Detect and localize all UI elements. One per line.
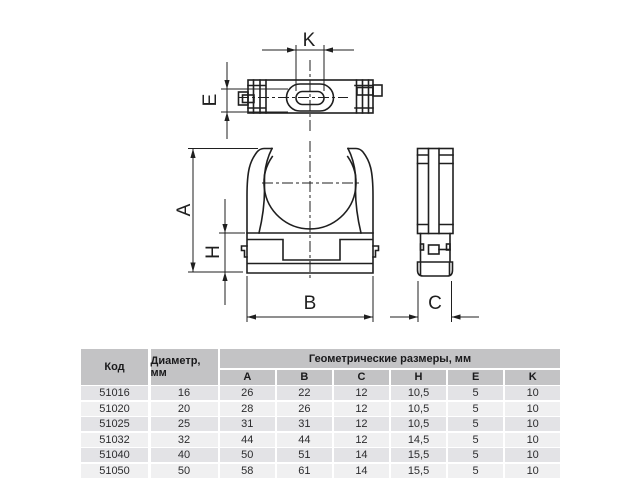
col-header-c: C xyxy=(334,370,389,385)
dimension-C xyxy=(390,281,479,322)
dimension-K xyxy=(262,30,354,91)
cell-c: 12 xyxy=(334,386,389,400)
cell-a: 31 xyxy=(220,417,275,431)
cell-c: 12 xyxy=(334,417,389,431)
dim-label-c: C xyxy=(428,293,442,314)
cell-diameter: 20 xyxy=(151,402,218,416)
dimension-H xyxy=(203,199,245,305)
cell-b: 51 xyxy=(277,448,332,462)
right-latch xyxy=(373,85,382,96)
dimension-B xyxy=(247,276,373,322)
cell-b: 61 xyxy=(277,464,332,478)
col-header-e: E xyxy=(448,370,503,385)
cell-k: 10 xyxy=(505,386,560,400)
col-header-a: A xyxy=(220,370,275,385)
cell-c: 12 xyxy=(334,433,389,447)
cell-code: 51050 xyxy=(81,464,148,478)
left-tab xyxy=(242,246,248,257)
cell-e: 5 xyxy=(448,464,503,478)
cell-code: 51032 xyxy=(81,433,148,447)
dim-label-a: A xyxy=(174,203,195,217)
cell-a: 28 xyxy=(220,402,275,416)
dim-label-b: B xyxy=(303,293,317,314)
col-header-code: Код xyxy=(81,349,148,385)
cell-diameter: 40 xyxy=(151,448,218,462)
cell-c: 12 xyxy=(334,402,389,416)
cell-e: 5 xyxy=(448,417,503,431)
cell-diameter: 25 xyxy=(151,417,218,431)
cell-k: 10 xyxy=(505,402,560,416)
cell-e: 5 xyxy=(448,448,503,462)
cell-b: 31 xyxy=(277,417,332,431)
cell-h: 10,5 xyxy=(391,402,446,416)
right-tab xyxy=(373,246,379,257)
cell-diameter: 50 xyxy=(151,464,218,478)
col-header-h: H xyxy=(391,370,446,385)
cell-a: 50 xyxy=(220,448,275,462)
cell-h: 14,5 xyxy=(391,433,446,447)
cell-b: 22 xyxy=(277,386,332,400)
cell-e: 5 xyxy=(448,433,503,447)
cell-k: 10 xyxy=(505,433,560,447)
front-view-centerlines xyxy=(262,141,360,278)
dimension-E xyxy=(200,62,288,139)
cell-k: 10 xyxy=(505,464,560,478)
side-view xyxy=(418,149,454,277)
cell-a: 58 xyxy=(220,464,275,478)
cell-b: 44 xyxy=(277,433,332,447)
cell-diameter: 32 xyxy=(151,433,218,447)
cell-c: 14 xyxy=(334,448,389,462)
cell-e: 5 xyxy=(448,402,503,416)
cell-c: 14 xyxy=(334,464,389,478)
cell-h: 10,5 xyxy=(391,417,446,431)
cell-code: 51025 xyxy=(81,417,148,431)
dim-label-k: K xyxy=(302,30,316,51)
cell-e: 5 xyxy=(448,386,503,400)
col-header-diameter: Диаметр, мм xyxy=(151,349,218,385)
cell-b: 26 xyxy=(277,402,332,416)
cell-h: 15,5 xyxy=(391,464,446,478)
cell-k: 10 xyxy=(505,417,560,431)
col-header-b: B xyxy=(277,370,332,385)
cell-code: 51040 xyxy=(81,448,148,462)
dim-label-h: H xyxy=(203,245,224,259)
cell-a: 26 xyxy=(220,386,275,400)
top-view xyxy=(238,60,382,131)
cell-k: 10 xyxy=(505,448,560,462)
col-header-k: K xyxy=(505,370,560,385)
cell-a: 44 xyxy=(220,433,275,447)
cell-diameter: 16 xyxy=(151,386,218,400)
cell-h: 15,5 xyxy=(391,448,446,462)
front-view xyxy=(242,141,379,278)
cell-code: 51020 xyxy=(81,402,148,416)
cell-code: 51016 xyxy=(81,386,148,400)
cell-h: 10,5 xyxy=(391,386,446,400)
dimensions-table xyxy=(81,349,560,478)
dim-label-e: E xyxy=(200,93,221,107)
col-header-geometry: Геометрические размеры, мм xyxy=(220,349,560,368)
